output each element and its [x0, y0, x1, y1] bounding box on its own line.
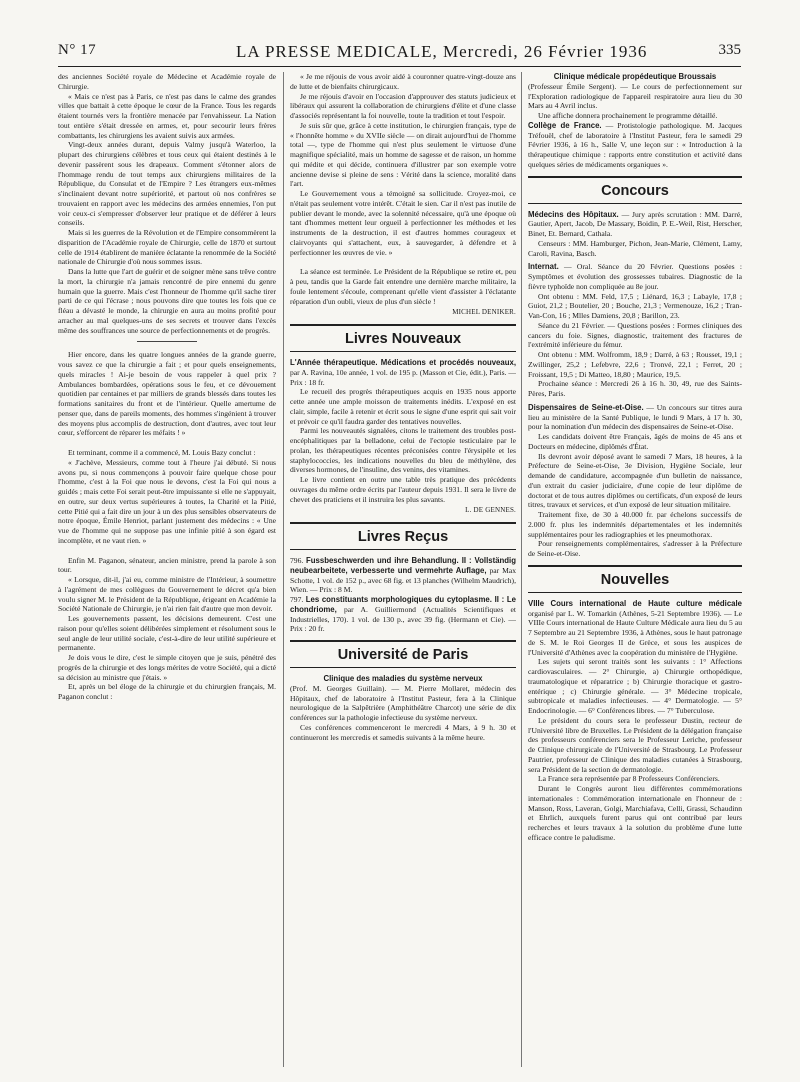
subsection-title: Clinique médicale propédeutique Broussais	[553, 72, 717, 81]
paragraph: Prochaine séance : Mercredi 26 à 16 h. 30, 49, rue des Saints-Pères, Paris.	[528, 379, 742, 398]
paragraph: Ont obtenu : MM. Feld, 17,5 ; Liénard, 16,3 ; Labayle, 17,8 ; Guiot, 21,2 ; Boutelier, 20 ; Bouche, 21,3 ; Vermenouze, 16,2 ; Tran-Van-Con, 16 ; Mlles Damiens, 20,8 ; Barillon, 23.	[528, 291, 742, 320]
review-signature: L. DE GENNES.	[465, 506, 516, 515]
paragraph: (Professeur Émile Sergent). — Le cours de perfectionnement sur l'Exploration radiologique de l'appareil respiratoire aura lieu du 30 Mars au 4 Avril inclus.	[528, 81, 742, 111]
paragraph: Les gouvernements passent, les décisions demeurent. C'est une raison pour qu'elles soient délibérées simplement et résolument sous le seul angle de leur utilité sociale, c'est-à-dire de leur utilité supérieure et permanente.	[58, 614, 276, 653]
column-1	[58, 72, 276, 1072]
paragraph: Je suis sûr que, grâce à cette institution, le chirurgien français, type de « l'honnête homme » du XVIIe siècle — on dirait aujourd'hui de l'homme total —, type de l'homme qui n'est plus seulement le virtuose d'une magnifique spécialité, mais un homme de sagesse et de raison, un homme qui médite et qui décide, continuera d'illustrer par son exemple votre ancienne devise si pleine de sens : Vérité dans la science, moralité dans l'art.	[290, 120, 516, 189]
paragraph: Ont obtenu : MM. Wolfromm, 18,9 ; Darré, à 63 ; Rousset, 19,1 ; Zwillinger, 25,2 ; Lefebvre, 22,6 ; Tronvé, 22,1 ; Ferret, 20 ; Froissant, 19,5 ; Di Matteo, 18,80 ; Maurice, 19,5.	[528, 350, 742, 379]
paragraph: Et terminant, comme il a commencé, M. Louis Bazy conclut :	[68, 448, 256, 457]
issue-number: N° 17	[58, 42, 97, 58]
paragraph: Le président du cours sera le professeur Dustin, recteur de l'Université libre de Bruxelles. Le Président de la délégation française des professeurs conférenciers sera le Professeur Leriche, professeur de Clinique chirurgicale de l'Université de Strasbourg. Le Professeur Pautrier, professeur de Clinique des maladies cutanées à Strasbourg, sera Président de la section de dermatologie.	[528, 715, 742, 774]
paragraph: Hier encore, dans les quatre longues années de la grande guerre, vous savez ce que la chirurgie a fait ; et pour quels enseignements, quels miracles ! Ai-je besoin de vous rappeler à quel prix ? Ambulances bombardées, opérations sous le feu, et ce dévouement quotidien par centaines et par milliers de grands blessés dans toutes les formations sanitaires du front et de l'intérieur. Quelle amertume de penser que, dans de pareils moments, des hommes s'ingénient à trouver des moyens plus accomplis de destruction, dont d'autres, avec tout leur cœur, s'efforcent de réparer les méfaits ! »	[58, 350, 276, 438]
paragraph: organisé par L. W. Tomarkin (Athènes, 5-21 Septembre 1936). — Le VIIIe Cours international de Haute Culture Médicale aura lieu du 5 au 7 Septembre au 21 Septembre 1936, à Athènes, sous le haut patronage de S. M. le Roi Georges II de Grèce, et sous les auspices de l'Université d'Athènes avec la coopération du ministère de l'Hygiène.	[528, 608, 742, 657]
paragraph: La séance est terminée. Le Président de la République se retire et, peu à peu, tandis que la Garde fait entendre une dernière marche militaire, la foule lentement s'écoule, comprenant qu'elle vient d'assister à l'éclatante réparation d'un oubli, vieux de plus d'un siècle !	[290, 267, 516, 306]
subsection-title: Clinique des maladies du système nerveux	[323, 674, 483, 683]
header-rule	[58, 66, 741, 67]
paragraph: Traitement fixe, de 30 à 40.000 fr. par échelons successifs de 2.000 fr. plus les indemnités départementales et les indemnités supplémentaires pour les radiographies et les pneumothorax.	[528, 510, 742, 539]
paragraph: Mais si les guerres de la Révolution et de l'Empire consommèrent la disparition de l'Académie royale de Chirurgie, celle de 1870 et surtout celle de 1914 établirent de manière éclatante la renommée de la Société nationale de Chirurgie d'où nous sommes issus.	[58, 228, 276, 267]
page-number: 335	[718, 42, 741, 58]
author-signature: MICHEL DENIKER.	[452, 308, 516, 317]
paragraph: Parmi les nouveautés signalées, citons le traitement des troubles post-encéphalitiques par la belladone, celui de l'ectopie testiculaire par le prolan, les thérapeutiques récentes préconisées contre l'érysipèle et les staphylococcies, les indications nouvelles du bleu de méthylène, des diverses hormones, de l'insuline, des venins, des vitamines.	[290, 426, 516, 475]
paragraph: Dans la lutte que l'art de guérir et de soigner mène sans trêve contre la mort, la chirurgie n'a jamais rencontré de pire ennemi du genre humain que la guerre. Mais c'est l'honneur de l'homme qu'il sache tirer parti de ce qui l'écrase ; nous pouvons dire que toutes les fois que ce fléau a dévasté le monde, la chirurgie en aura au moins profité pour arracher au mal quelques-uns de ses secrets et trouver dans l'excès même des souffrances une source de perfectionnements et de progrès.	[58, 267, 276, 335]
paragraph: Vingt-deux années durant, depuis Valmy jusqu'à Waterloo, la plupart des chirurgiens célèbres et tous ceux qui étaient destinés à le devenir passèrent sous les drapeaux. Comment s'étonner alors de l'hommage rendu de tout temps aux chirurgiens militaires de la République, du Consulat et de l'Empire ? Les étrangers eux-mêmes s'inclinaient devant notre supériorité, et partout où nos confrères se trouvaient en rapport avec les médecins des armées ennemies, l'on put voir ceux-ci s'empresser d'observer leur pratique et de déférer à leurs conseils.	[58, 140, 276, 228]
entry-title: Les constituants morphologiques du cytoplasme. II : Le chondriome,	[290, 595, 516, 614]
paragraph: Pour renseignements complémentaires, s'adresser à la Préfecture de Seine-et-Oise.	[528, 539, 742, 558]
paragraph: Les sujets qui seront traités sont les suivants : 1° Affections cardiovasculaires. — 2° Chirurgie, a) Chirurgie orthopédique, traumatologique et réparatrice ; b) Chirurgie thoracique et gastro-entérique ; c) Chirurgie générale. — 3° Médecine tropicale, subtropicale et maladies infectieuses. — 4° Dermatologie. — 5° Endocrinologie. — 6° Conférences libres. — 7° Tuberculose.	[528, 657, 742, 715]
paragraph: « Lorsque, dit-il, j'ai eu, comme ministre de l'Intérieur, à soumettre à l'agrément de mes collègues du Gouvernement le décret qu'a bien voulu signer M. le Président de la République, érigeant en Académie la Société Nationale de Chirurgie, je n'ai rien fait d'autre que mon devoir.	[58, 575, 276, 614]
paragraph: — Un concours sur titres aura lieu au ministère de la Santé Publique, le lundi 9 Mars, à 17 h. 30, pour la nomination d'un médecin des dispensaires de Seine-et-Oise.	[528, 402, 742, 432]
paragraph: — Jury après scrutation : MM. Darré, Gautier, Apert, Jacob, De Massary, Boidin, P. E.-Weil, Rist, Herscher, Binet, Et. Bernard, Cathala.	[528, 209, 742, 238]
paragraph: Ces conférences commenceront le mercredi 4 Mars, à 9 h. 30 et continueront les mercredis et samedis suivants à la même heure.	[290, 722, 516, 742]
section-heading-concours: Concours	[528, 176, 742, 204]
page-header	[58, 42, 741, 64]
paragraph: Je me réjouis d'avoir en l'occasion d'approuver des statuts judicieux et libéraux qui assurent la collaboration de chirurgiens d'élite et d'une classe d'associés représentant la foi nouvelle, toute la tradition et tout l'espoir.	[290, 91, 516, 120]
subsection-title: VIIIe Cours international de Haute culture médicale	[528, 598, 742, 608]
entry-title: Fussbeschwerden und ihre Behandlung. II : Vollständig neubearbeitete, verbesserte und vermehrte Auflage,	[290, 556, 516, 575]
paragraph: Durant le Congrès auront lieu différentes commémorations internationales : Commémoration internationale en l'honneur de : Manson, Ross, Laveran, Golgi, Marchiafava, Celli, Grassi, Schaudinn et Ehrlich, auxquels furent parus qui ont contribué par leurs recherches et leurs travaux à la solution du problème d'une lutte efficace contre le paludisme.	[528, 784, 742, 842]
journal-title: LA PRESSE MEDICALE, Mercredi, 26 Février 1936	[236, 42, 648, 61]
paragraph: — Oral. Séance du 20 Février. Questions posées : Symptômes et évolution des grossesses tubaires. Diagnostic de la fièvre typhoïde non compliquée au 8e jour.	[528, 262, 742, 291]
subsection-title: Collège de France.	[528, 120, 602, 130]
column-divider	[283, 72, 284, 1067]
paragraph: Et, après un bel éloge de la chirurgie et du chirurgien français, M. Paganon conclut :	[58, 682, 276, 701]
entry-details: par A. Guilliermond (Actualités Scientifiques et Industrielles, 170). 1 vol. de 130 p., avec 39 fig. (Hermann et Cie). — Prix : 20 fr.	[290, 604, 516, 634]
paragraph: Séance du 21 Février. — Questions posées : Formes cliniques des cancers du foie. Signes, diagnostic, traitement des fractures de l'extrémité inférieure du fémur.	[528, 320, 742, 350]
separator-line	[137, 341, 197, 342]
section-heading-nouvelles: Nouvelles	[528, 565, 742, 593]
paragraph: Une affiche donnera prochainement le programme détaillé.	[538, 111, 718, 120]
subsection-title: Médecins des Hôpitaux.	[528, 209, 619, 219]
column-2	[290, 72, 516, 1072]
paragraph: « Mais ce n'est pas à Paris, ce n'est pas dans le calme des grandes villes que battait à cette époque le cœur de la France. Tous les regards étaient tournés vers la frontière menacée par l'envahisseur. La Nation tout entière s'était dressée en armes, et, pour secourir leurs frères combattants, les chirurgiens les avaient suivis aux armées.	[58, 91, 276, 140]
entry-details: par Max Schotte, 1 vol. de 152 p., avec 68 fig. et 13 planches (Wilhelm Maudrich), Wien. — Prix : 8 M.	[290, 565, 516, 595]
subsection-title: Dispensaires de Seine-et-Oise.	[528, 402, 644, 412]
section-heading-universite: Université de Paris	[290, 640, 516, 668]
paragraph: Ils devront avoir déposé avant le samedi 7 Mars, 18 heures, à la Préfecture de Seine-et-Oise, 3e Division, Hygiène Sociale, leur demande de candidature, accompagnée d'un bulletin de naissance, d'un extrait du casier judiciaire, d'une copie de leur diplôme de doctorat et de tous autres diplômes ou certificats, d'un exposé de leurs titres, travaux et services, et d'un exposé de leur situation militaire.	[528, 451, 742, 510]
column-3	[528, 72, 742, 1072]
paragraph: Le livre contient en outre une table très pratique des précédents ouvrages du même ordre écrits par l'auteur depuis 1931. Il sera le livre de chevet des praticiens et il instruira les plus savants.	[290, 475, 516, 504]
paragraph: — Protistologie pathologique. M. Jacques Tréfouël, chef de laboratoire à l'Institut Pasteur, fera le samedi 29 Février 1936, à 16 h., Salle V, une leçon sur : « Introduction à la thérapeutique chimique : rapports entre constitution et activité dans quelques séries de médicaments organiques ».	[528, 120, 742, 169]
paragraph: Censeurs : MM. Hamburger, Pichon, Jean-Marie, Clément, Lamy, Caroli, Ravina, Basch.	[528, 238, 742, 258]
section-heading-livres-nouveaux: Livres Nouveaux	[290, 324, 516, 352]
paragraph: Les candidats doivent être Français, âgés de moins de 45 ans et Docteurs en médecine, diplômés d'État.	[528, 432, 742, 451]
paragraph: Le Gouvernement vous a témoigné sa sollicitude. Croyez-moi, ce n'était pas seulement votre intérêt. C'était le sien. Car il n'est pas inutile de publier devant le monde, avec la solennité nécessaire, qu'à une époque où tant d'hommes mettent leur orgueil à perfectionner les méthodes et les instruments de la destruction, il est d'autres hommes courageux et clairvoyants qui s'attachent, eux, à sauvegarder, à défendre et à perfectionner les œuvres de vie. »	[290, 189, 516, 257]
entry-number: 797.	[290, 595, 304, 604]
paragraph: « Je me réjouis de vous avoir aidé à couronner quatre-vingt-douze ans de lutte et de bienfaits chirurgicaux.	[290, 72, 516, 91]
paragraph: Enfin M. Paganon, sénateur, ancien ministre, prend la parole à son tour.	[58, 555, 276, 575]
column-divider	[521, 72, 522, 1067]
paragraph: « J'achève, Messieurs, comme tout à l'heure j'ai débuté. Si nous avons pu, si nous commençons à pouvoir faire quelque chose pour l'homme, c'est à la Foi que nous le devons, c'est la Foi qui nous a guidés ; mais cette Foi serait peut-être impuissante si elle ne s'appuyait, en outre, sur deux vertus supérieures à toutes, la Charité et la Pitié, cette Pitié qui a fait dire un jour à un des plus sensibles observateurs de notre époque, Émile Henriot, parlant justement des médecins : « Une vue de l'homme qui ne suppose pas une infinie pitié à son égard est incomplète, et ne vaut rien. »	[58, 457, 276, 545]
paragraph: des anciennes Société royale de Médecine et Académie royale de Chirurgie.	[58, 72, 276, 91]
book-title: L'Année thérapeutique. Médications et procédés nouveaux,	[290, 358, 516, 367]
paragraph: La France sera représentée par 8 Professeurs Conférenciers.	[538, 774, 720, 784]
paragraph: Le recueil des progrès thérapeutiques acquis en 1935 nous apporte cette année une ample moisson de traitements inédits. L'exposé en est clair, simple, facile à retenir et écrit sous le signe d'une esprit qui sait voir et prévoir ce qu'il faudra garder des tentatives nouvelles.	[290, 387, 516, 426]
subsection-title: Internat.	[528, 262, 559, 272]
book-details: par A. Ravina, 10e année, 1 vol. de 195 p. (Masson et Cie, édit.), Paris. — Prix : 18 fr.	[290, 367, 516, 387]
entry-number: 796.	[290, 556, 304, 565]
section-heading-livres-recus: Livres Reçus	[290, 522, 516, 550]
paragraph: Je dois vous le dire, c'est le simple citoyen que je suis, pénétré des progrès de la chirurgie et des longs mérites de votre Société, qui a dicté sa décision au ministre que j'étais. »	[58, 653, 276, 682]
paragraph: (Prof. M. Georges Guillain). — M. Pierre Mollaret, médecin des Hôpitaux, chef de laboratoire à l'Institut Pasteur, fera à la Clinique neurologique de la Salpêtrière (Amphithéâtre Charcot) une série de dix conférences sur la pathologie infectieuse du système nerveux.	[290, 683, 516, 722]
